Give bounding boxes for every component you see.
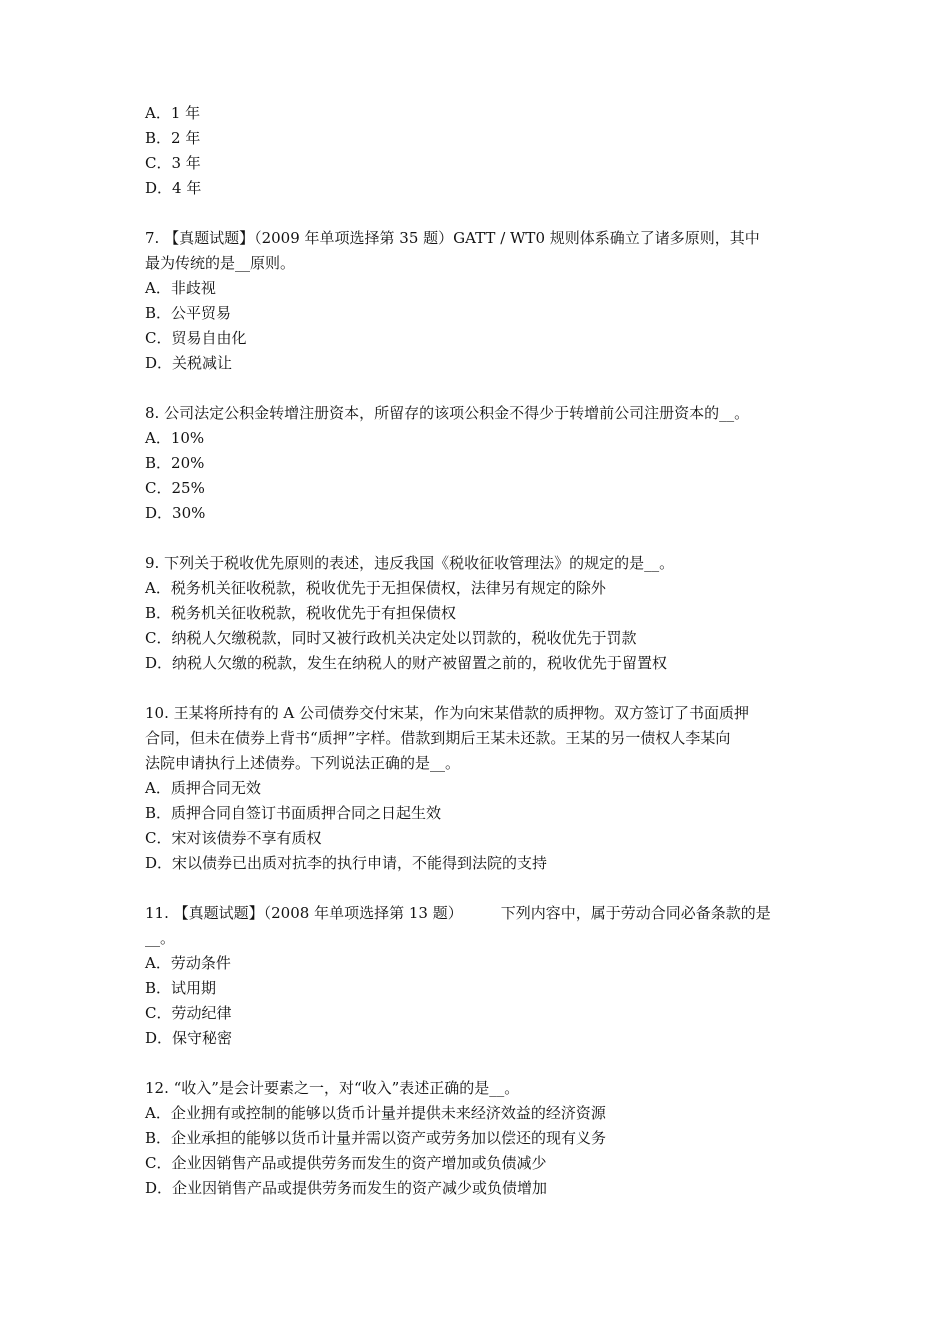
question-stem-line — [145, 901, 817, 926]
option-letter: A． — [145, 104, 171, 122]
option-c — [145, 326, 817, 351]
option-letter: D． — [145, 354, 173, 372]
option-a — [145, 951, 817, 976]
option-letter: D． — [145, 179, 173, 197]
option-text: 税务机关征收税款，税收优先于无担保债权，法律另有规定的除外 — [170, 579, 606, 597]
document-content — [145, 101, 817, 1201]
question-stem-part: 下列内容中，属于劳动合同必备条款的是 — [500, 904, 771, 922]
option-d — [145, 351, 817, 376]
option-letter: C． — [145, 479, 172, 497]
option-b — [145, 1126, 817, 1151]
option-text: 试用期 — [171, 979, 217, 997]
option-b — [145, 976, 817, 1001]
question-stem-part: 11. 【真题试题】（2008 年单项选择第 13 题） — [145, 904, 463, 922]
option-letter: B． — [145, 1129, 172, 1147]
question-stem-line: 7. 【真题试题】（2009 年单项选择第 35 题）GATT / WT0 规则体系确立了诸多原则，其中 — [145, 229, 760, 247]
question-7 — [145, 226, 817, 376]
spacer — [145, 526, 817, 551]
option-c — [145, 1001, 817, 1026]
option-letter: C． — [145, 1004, 172, 1022]
option-letter: B． — [145, 804, 172, 822]
option-a — [145, 426, 817, 451]
option-c — [145, 626, 817, 651]
option-letter: A． — [145, 279, 171, 297]
option-text: 纳税人欠缴税款，同时又被行政机关决定处以罚款的，税收优先于罚款 — [171, 629, 637, 647]
option-text: 税务机关征收税款，税收优先于有担保债权 — [171, 604, 457, 622]
question-stem-line: __。 — [145, 929, 176, 947]
spacer — [145, 876, 817, 901]
option-d — [145, 851, 817, 876]
option-text: 10% — [170, 429, 205, 447]
option-letter: D． — [145, 504, 173, 522]
option-a — [145, 101, 817, 126]
option-text: 25% — [171, 479, 205, 497]
option-letter: A． — [145, 779, 171, 797]
question-11 — [145, 901, 817, 1051]
question-stem-line: 最为传统的是__原则。 — [145, 254, 296, 272]
spacer — [145, 376, 817, 401]
option-text: 关税减让 — [172, 354, 233, 372]
option-b — [145, 451, 817, 476]
option-letter: A． — [145, 954, 171, 972]
option-b — [145, 801, 817, 826]
option-letter: A． — [145, 429, 171, 447]
option-text: 20% — [171, 454, 205, 472]
option-text: 30% — [172, 504, 206, 522]
spacer — [145, 1051, 817, 1076]
option-b — [145, 601, 817, 626]
option-letter: C． — [145, 1154, 172, 1172]
option-text: 纳税人欠缴的税款，发生在纳税人的财产被留置之前的，税收优先于留置权 — [172, 654, 668, 672]
option-letter: C． — [145, 629, 172, 647]
option-text: 3 年 — [171, 154, 201, 172]
option-letter: B． — [145, 304, 172, 322]
question-stem-line: 合同，但未在债券上背书“质押”字样。借款到期后王某未还款。王某的另一债权人李某向 — [145, 729, 731, 747]
option-text: 劳动条件 — [170, 954, 231, 972]
question-stem-line: 法院申请执行上述债券。下列说法正确的是__。 — [145, 754, 461, 772]
option-letter: A． — [145, 1104, 171, 1122]
option-a — [145, 576, 817, 601]
option-letter: B． — [145, 454, 172, 472]
option-text: 4 年 — [172, 179, 202, 197]
option-b — [145, 126, 817, 151]
option-c — [145, 476, 817, 501]
question-12 — [145, 1076, 817, 1201]
option-a — [145, 776, 817, 801]
option-letter: C． — [145, 329, 172, 347]
question-10 — [145, 701, 817, 876]
option-text: 企业拥有或控制的能够以货币计量并提供未来经济效益的经济资源 — [170, 1104, 606, 1122]
question-9 — [145, 551, 817, 676]
option-a — [145, 1101, 817, 1126]
option-text: 1 年 — [170, 104, 201, 122]
option-text: 劳动纪律 — [171, 1004, 232, 1022]
question-6-continued — [145, 101, 817, 201]
option-text: 宋对该债券不享有质权 — [171, 829, 322, 847]
option-text: 宋以债券已出质对抗李的执行申请，不能得到法院的支持 — [172, 854, 548, 872]
option-letter: D． — [145, 654, 173, 672]
option-letter: B． — [145, 129, 172, 147]
option-text: 企业因销售产品或提供劳务而发生的资产增加或负债减少 — [171, 1154, 547, 1172]
option-text: 2 年 — [171, 129, 201, 147]
option-d — [145, 501, 817, 526]
option-text: 质押合同无效 — [170, 779, 261, 797]
option-c — [145, 151, 817, 176]
option-d — [145, 1026, 817, 1051]
question-stem-line: 8. 公司法定公积金转增注册资本，所留存的该项公积金不得少于转增前公司注册资本的__。 — [145, 404, 750, 422]
question-8 — [145, 401, 817, 526]
option-b — [145, 301, 817, 326]
question-stem-line: 9. 下列关于税收优先原则的表述，违反我国《税收征收管理法》的规定的是__。 — [145, 554, 675, 572]
option-a — [145, 276, 817, 301]
option-letter: A． — [145, 579, 171, 597]
option-letter: B． — [145, 979, 172, 997]
option-letter: D． — [145, 854, 173, 872]
option-letter: D． — [145, 1029, 173, 1047]
option-d — [145, 1176, 817, 1201]
option-text: 企业承担的能够以货币计量并需以资产或劳务加以偿还的现有义务 — [171, 1129, 607, 1147]
option-text: 质押合同自签订书面质押合同之日起生效 — [171, 804, 442, 822]
option-text: 公平贸易 — [171, 304, 232, 322]
option-c — [145, 826, 817, 851]
spacer — [145, 201, 817, 226]
option-letter: C． — [145, 154, 172, 172]
option-c — [145, 1151, 817, 1176]
option-text: 企业因销售产品或提供劳务而发生的资产减少或负债增加 — [172, 1179, 548, 1197]
option-d — [145, 176, 817, 201]
question-stem-line: 10. 王某将所持有的 A 公司债券交付宋某，作为向宋某借款的质押物。双方签订了书面质押 — [145, 704, 749, 722]
option-letter: C． — [145, 829, 172, 847]
option-text: 非歧视 — [170, 279, 216, 297]
option-letter: B． — [145, 604, 172, 622]
option-text: 保守秘密 — [172, 1029, 233, 1047]
option-d — [145, 651, 817, 676]
option-text: 贸易自由化 — [171, 329, 247, 347]
question-stem-line: 12. “收入”是会计要素之一，对“收入”表述正确的是__。 — [145, 1079, 520, 1097]
option-letter: D． — [145, 1179, 173, 1197]
spacer — [145, 676, 817, 701]
